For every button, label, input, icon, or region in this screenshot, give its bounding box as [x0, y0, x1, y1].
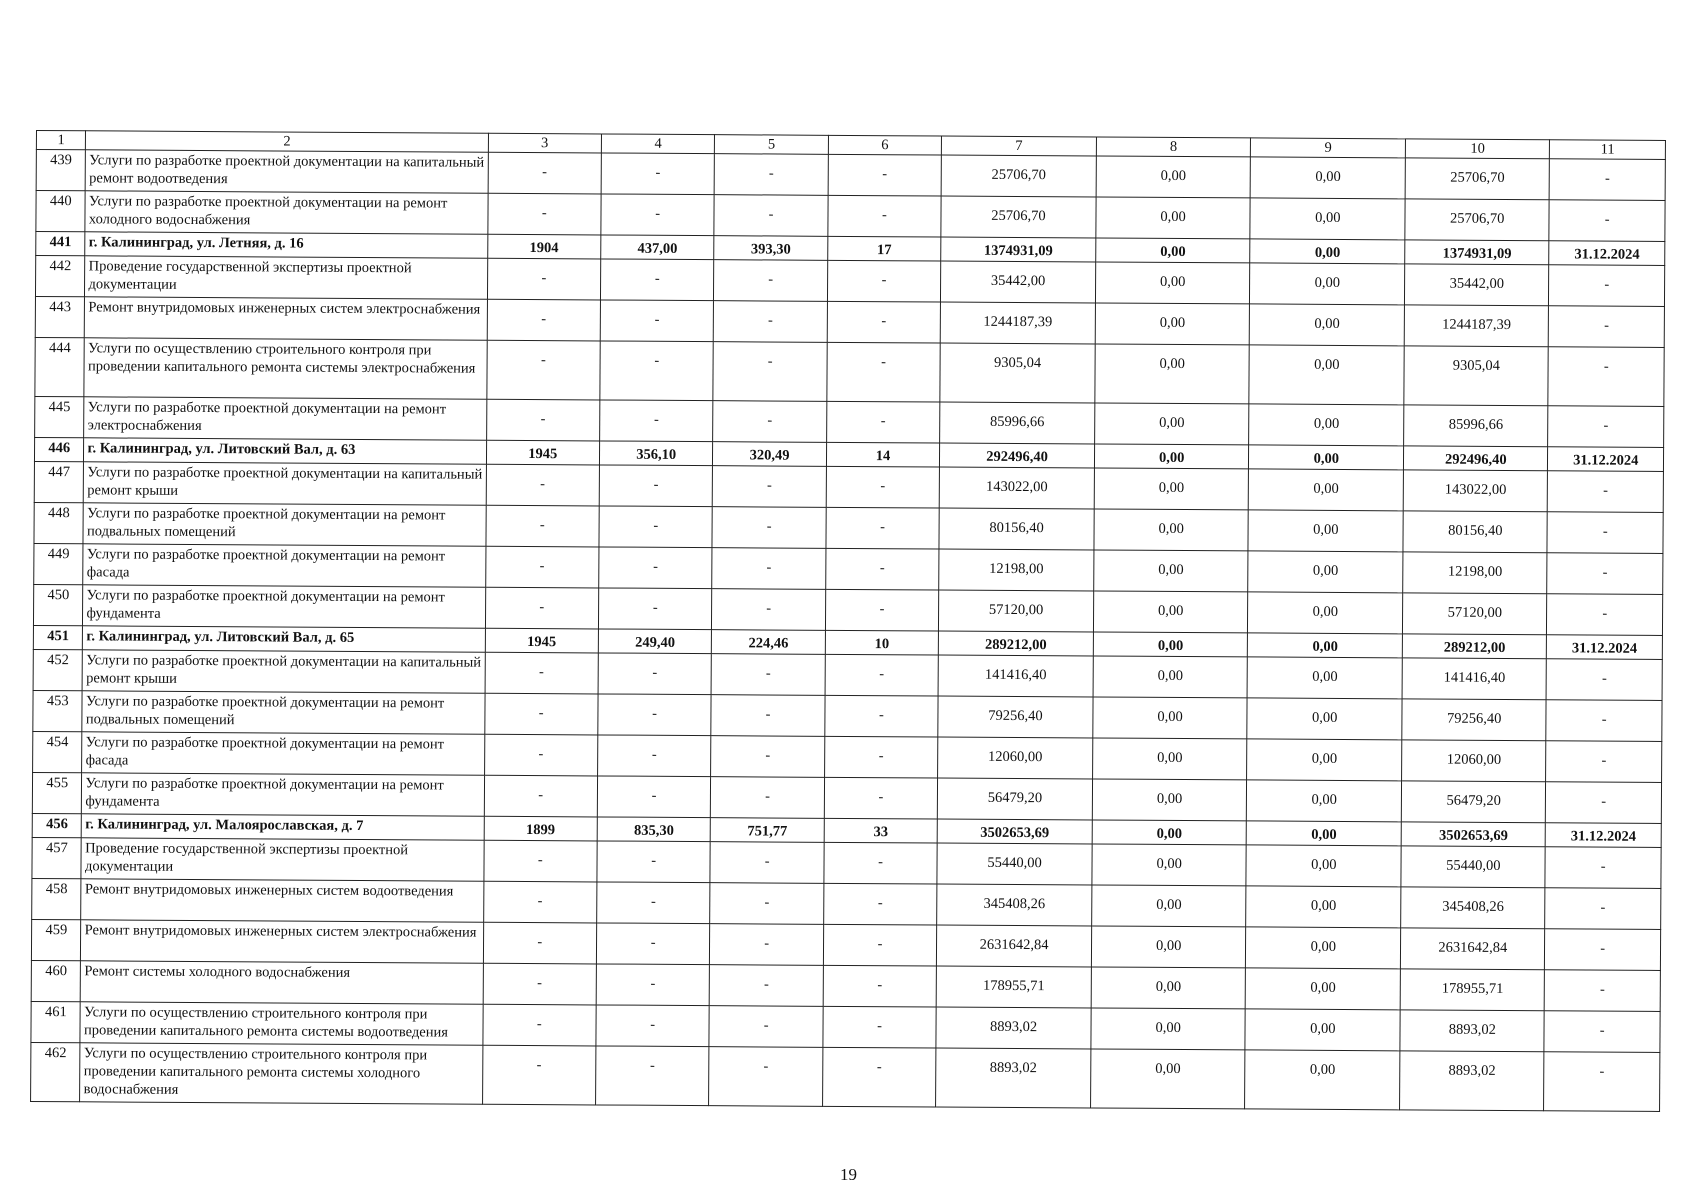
value-cell-c5: -: [714, 195, 828, 237]
value-cell-c11: -: [1547, 553, 1663, 595]
value-cell-c7: 345408,26: [937, 884, 1092, 926]
value-cell-c7: 25706,70: [941, 196, 1096, 238]
value-cell-c8: 0,00: [1091, 926, 1246, 968]
col-header: 3: [488, 133, 602, 153]
work-name-cell: Ремонт внутридомовых инженерных систем электроснабжения: [85, 297, 487, 340]
value-cell-c8: 0,00: [1095, 262, 1250, 304]
value-cell-c9: 0,00: [1248, 633, 1403, 658]
value-cell-c9: 0,00: [1251, 157, 1406, 199]
work-name-cell: Проведение государственной экспертизы проектной документации: [81, 838, 483, 881]
table-row: [35, 337, 1664, 406]
col-header: 11: [1550, 140, 1666, 160]
col-header: 4: [601, 134, 715, 154]
value-cell-c5: -: [713, 401, 827, 443]
value-cell-c3: -: [485, 587, 599, 629]
value-cell-c4: -: [599, 506, 713, 548]
value-cell-c10: 25706,70: [1405, 199, 1550, 241]
works-table: [30, 130, 1666, 1112]
col-header: 7: [942, 136, 1097, 156]
work-name-cell: Услуги по разработке проектной документации на капитальный ремонт крыши: [84, 462, 486, 505]
value-cell-c9: 0,00: [1247, 821, 1402, 846]
value-cell-c8: 0,00: [1093, 656, 1248, 698]
value-cell-c8: 0,00: [1093, 697, 1248, 739]
value-cell-c6: 10: [825, 630, 939, 655]
value-cell-c6: -: [823, 924, 937, 966]
value-cell-c10: 25706,70: [1405, 158, 1550, 200]
value-cell-c3: -: [488, 152, 602, 194]
value-cell-c9: 0,00: [1246, 968, 1401, 1010]
value-cell-c8: 0,00: [1092, 738, 1247, 780]
value-cell-c11: -: [1545, 888, 1661, 930]
value-cell-c5: -: [712, 507, 826, 549]
value-cell-c3: -: [483, 840, 597, 882]
value-cell-c4: -: [598, 653, 712, 695]
value-cell-c7: 85996,66: [940, 402, 1095, 444]
value-cell-c6: -: [822, 1047, 936, 1107]
value-cell-c5: -: [711, 654, 825, 696]
row-number: 453: [33, 690, 83, 731]
row-number: 450: [33, 584, 83, 625]
value-cell-c3: -: [487, 299, 601, 341]
value-cell-c6: -: [824, 736, 938, 778]
col-header: 9: [1251, 138, 1406, 158]
value-cell-c6: 17: [828, 236, 942, 261]
row-number: 448: [34, 502, 84, 543]
work-name-cell: Ремонт внутридомовых инженерных систем электроснабжения: [81, 920, 483, 963]
value-cell-c4: -: [596, 1005, 710, 1047]
work-name-cell: Ремонт системы холодного водоснабжения: [81, 961, 483, 1004]
value-cell-c6: -: [826, 507, 940, 549]
value-cell-c6: -: [826, 401, 940, 443]
value-cell-c3: -: [484, 734, 598, 776]
value-cell-c11: -: [1548, 471, 1664, 513]
row-number: 445: [35, 396, 85, 437]
value-cell-c8: 0,00: [1091, 967, 1246, 1009]
value-cell-c5: -: [710, 842, 824, 884]
value-cell-c10: 56479,20: [1401, 781, 1546, 823]
value-cell-c5: 393,30: [714, 236, 828, 261]
value-cell-c7: 56479,20: [938, 778, 1093, 820]
value-cell-c7: 9305,04: [940, 343, 1095, 403]
value-cell-c3: 1945: [486, 440, 600, 465]
work-name-cell: Услуги по осуществлению строительного контроля при проведении капитального ремонта системы электроснабжения: [84, 338, 486, 399]
value-cell-c9: 0,00: [1246, 886, 1401, 928]
row-number: 440: [36, 191, 86, 232]
value-cell-c10: 12198,00: [1403, 552, 1548, 594]
value-cell-c3: -: [483, 922, 597, 964]
value-cell-c9: 0,00: [1245, 1050, 1400, 1110]
value-cell-c5: 751,77: [711, 818, 825, 843]
value-cell-c9: 0,00: [1250, 198, 1405, 240]
value-cell-c4: -: [598, 735, 712, 777]
value-cell-c6: 14: [826, 442, 940, 467]
value-cell-c6: -: [823, 883, 937, 925]
value-cell-c7: 3502653,69: [937, 819, 1092, 844]
value-cell-c9: 0,00: [1247, 739, 1402, 781]
value-cell-c8: 0,00: [1094, 550, 1249, 592]
value-cell-c6: -: [825, 695, 939, 737]
value-cell-c5: -: [709, 1006, 823, 1048]
value-cell-c3: -: [484, 693, 598, 735]
value-cell-c4: -: [601, 194, 715, 236]
value-cell-c6: -: [824, 777, 938, 819]
work-name-cell: Услуги по разработке проектной документации на ремонт подвальных помещений: [82, 691, 484, 734]
value-cell-c3: -: [482, 1004, 596, 1046]
value-cell-c11: 31.12.2024: [1546, 823, 1662, 848]
value-cell-c3: -: [484, 775, 598, 817]
work-name-cell: Услуги по разработке проектной документации на ремонт электроснабжения: [84, 397, 486, 440]
page-number: 19: [840, 1165, 857, 1184]
value-cell-c6: -: [827, 260, 941, 302]
value-cell-c7: 1374931,09: [941, 237, 1096, 262]
work-name-cell: Ремонт внутридомовых инженерных систем водоотведения: [81, 879, 483, 922]
value-cell-c3: -: [482, 1045, 596, 1105]
address-cell: г. Калининград, ул. Малоярославская, д. 7: [82, 814, 484, 840]
value-cell-c10: 9305,04: [1404, 346, 1549, 406]
value-cell-c5: -: [715, 154, 829, 196]
row-number: 457: [32, 837, 82, 878]
value-cell-c7: 12198,00: [939, 549, 1094, 591]
value-cell-c11: -: [1546, 741, 1662, 783]
value-cell-c5: -: [712, 589, 826, 631]
value-cell-c11: -: [1549, 265, 1665, 307]
value-cell-c4: -: [596, 923, 710, 965]
value-cell-c4: -: [600, 300, 714, 342]
value-cell-c4: -: [600, 259, 714, 301]
value-cell-c10: 141416,40: [1402, 658, 1547, 700]
value-cell-c10: 1244187,39: [1404, 305, 1549, 347]
value-cell-c10: 8893,02: [1400, 1051, 1545, 1111]
value-cell-c3: -: [483, 963, 597, 1005]
value-cell-c8: 0,00: [1090, 1049, 1245, 1109]
value-cell-c4: -: [597, 841, 711, 883]
value-cell-c9: 0,00: [1248, 510, 1403, 552]
col-header: 2: [86, 131, 488, 152]
value-cell-c10: 3502653,69: [1401, 822, 1545, 847]
value-cell-c10: 85996,66: [1404, 405, 1549, 447]
value-cell-c5: -: [713, 342, 827, 402]
value-cell-c11: -: [1548, 347, 1664, 407]
value-cell-c11: 31.12.2024: [1549, 241, 1665, 266]
value-cell-c5: -: [714, 301, 828, 343]
value-cell-c5: 320,49: [713, 442, 827, 467]
address-cell: г. Калининград, ул. Летняя, д. 16: [85, 232, 487, 258]
row-number: 441: [36, 232, 86, 256]
value-cell-c7: 12060,00: [938, 737, 1093, 779]
value-cell-c9: 0,00: [1248, 592, 1403, 634]
col-header: 8: [1096, 137, 1251, 157]
row-number: 449: [34, 543, 84, 584]
value-cell-c8: 0,00: [1096, 156, 1251, 198]
value-cell-c10: 55440,00: [1401, 846, 1546, 888]
value-cell-c7: 292496,40: [940, 443, 1095, 468]
value-cell-c11: -: [1549, 200, 1665, 242]
value-cell-c11: -: [1544, 1052, 1660, 1112]
work-name-cell: Услуги по разработке проектной документации на капитальный ремонт водоотведения: [86, 150, 488, 193]
value-cell-c7: 8893,02: [936, 1048, 1091, 1108]
value-cell-c3: -: [483, 881, 597, 923]
value-cell-c11: -: [1550, 159, 1666, 201]
value-cell-c9: 0,00: [1249, 345, 1404, 405]
value-cell-c8: 0,00: [1094, 403, 1249, 445]
value-cell-c4: -: [598, 588, 712, 630]
value-cell-c10: 35442,00: [1405, 264, 1550, 306]
address-cell: г. Калининград, ул. Литовский Вал, д. 63: [84, 438, 486, 464]
row-number: 439: [36, 150, 86, 191]
value-cell-c7: 141416,40: [938, 655, 1093, 697]
value-cell-c11: -: [1545, 929, 1661, 971]
value-cell-c3: -: [487, 258, 601, 300]
value-cell-c6: -: [828, 195, 942, 237]
row-number: 455: [32, 772, 82, 813]
value-cell-c9: 0,00: [1250, 304, 1405, 346]
value-cell-c5: -: [710, 924, 824, 966]
value-cell-c4: -: [596, 964, 710, 1006]
value-cell-c3: -: [486, 399, 600, 441]
col-header: 5: [715, 135, 829, 155]
value-cell-c11: -: [1547, 594, 1663, 636]
value-cell-c4: -: [600, 400, 714, 442]
value-cell-c11: -: [1547, 659, 1663, 701]
work-name-cell: Услуги по осуществлению строительного контроля при проведении капитального ремонта системы водоотведения: [80, 1002, 482, 1045]
value-cell-c4: -: [598, 694, 712, 736]
value-cell-c10: 143022,00: [1403, 470, 1548, 512]
value-cell-c6: -: [825, 589, 939, 631]
value-cell-c11: -: [1546, 700, 1662, 742]
value-cell-c10: 292496,40: [1404, 446, 1548, 471]
value-cell-c3: -: [486, 505, 600, 547]
value-cell-c8: 0,00: [1096, 238, 1251, 263]
value-cell-c11: -: [1545, 970, 1661, 1012]
work-name-cell: Услуги по разработке проектной документации на ремонт фасада: [83, 544, 485, 587]
value-cell-c6: -: [826, 466, 940, 508]
value-cell-c4: 249,40: [598, 629, 712, 654]
value-cell-c7: 35442,00: [941, 261, 1096, 303]
address-cell: г. Калининград, ул. Литовский Вал, д. 65: [83, 626, 485, 652]
value-cell-c4: -: [600, 341, 714, 401]
value-cell-c5: -: [713, 466, 827, 508]
row-number: 451: [33, 625, 83, 649]
row-number: 446: [34, 437, 84, 461]
row-number: 444: [35, 337, 85, 396]
value-cell-c9: 0,00: [1250, 263, 1405, 305]
col-header: 1: [36, 131, 86, 150]
value-cell-c5: -: [709, 1047, 823, 1107]
value-cell-c7: 178955,71: [936, 966, 1091, 1008]
value-cell-c8: 0,00: [1091, 1008, 1246, 1050]
value-cell-c9: 0,00: [1247, 698, 1402, 740]
value-cell-c7: 8893,02: [936, 1007, 1091, 1049]
value-cell-c7: 2631642,84: [937, 925, 1092, 967]
col-header: 10: [1405, 139, 1549, 159]
value-cell-c8: 0,00: [1095, 344, 1250, 404]
value-cell-c6: -: [826, 548, 940, 590]
work-name-cell: Услуги по разработке проектной документации на ремонт фундамента: [82, 773, 484, 816]
value-cell-c6: -: [823, 1006, 937, 1048]
value-cell-c10: 289212,00: [1402, 634, 1546, 659]
value-cell-c9: 0,00: [1249, 404, 1404, 446]
value-cell-c7: 55440,00: [937, 843, 1092, 885]
value-cell-c10: 12060,00: [1402, 740, 1547, 782]
value-cell-c10: 57120,00: [1403, 593, 1548, 635]
value-cell-c3: 1945: [485, 628, 599, 653]
work-name-cell: Услуги по разработке проектной документации на ремонт холодного водоснабжения: [85, 191, 487, 234]
value-cell-c8: 0,00: [1093, 591, 1248, 633]
value-cell-c10: 345408,26: [1401, 887, 1546, 929]
value-cell-c5: -: [710, 883, 824, 925]
value-cell-c7: 79256,40: [938, 696, 1093, 738]
value-cell-c8: 0,00: [1094, 468, 1249, 510]
value-cell-c11: -: [1545, 847, 1661, 889]
row-number: 459: [31, 919, 81, 960]
value-cell-c9: 0,00: [1248, 657, 1403, 699]
value-cell-c6: -: [827, 301, 941, 343]
value-cell-c7: 289212,00: [939, 631, 1094, 656]
value-cell-c11: 31.12.2024: [1548, 447, 1664, 472]
value-cell-c11: -: [1548, 406, 1664, 448]
table-row: [31, 1042, 1660, 1111]
value-cell-c9: 0,00: [1249, 469, 1404, 511]
work-name-cell: Услуги по разработке проектной документации на капитальный ремонт крыши: [83, 650, 485, 693]
value-cell-c9: 0,00: [1246, 927, 1401, 969]
value-cell-c4: -: [597, 776, 711, 818]
value-cell-c8: 0,00: [1094, 444, 1249, 469]
value-cell-c10: 2631642,84: [1401, 928, 1546, 970]
value-cell-c8: 0,00: [1096, 197, 1251, 239]
row-number: 462: [31, 1042, 81, 1101]
value-cell-c11: -: [1544, 1011, 1660, 1053]
value-cell-c6: -: [823, 965, 937, 1007]
row-number: 443: [35, 296, 85, 337]
work-name-cell: Проведение государственной экспертизы проектной документации: [85, 256, 487, 299]
value-cell-c3: -: [486, 464, 600, 506]
work-name-cell: Услуги по разработке проектной документации на ремонт подвальных помещений: [83, 503, 485, 546]
value-cell-c5: -: [711, 736, 825, 778]
row-number: 456: [32, 813, 82, 837]
value-cell-c8: 0,00: [1095, 303, 1250, 345]
value-cell-c3: 1904: [487, 234, 601, 259]
value-cell-c4: -: [601, 153, 715, 195]
value-cell-c10: 1374931,09: [1405, 240, 1549, 265]
value-cell-c8: 0,00: [1092, 885, 1247, 927]
row-number: 454: [33, 731, 83, 772]
value-cell-c3: -: [487, 193, 601, 235]
value-cell-c5: -: [711, 695, 825, 737]
value-cell-c11: 31.12.2024: [1547, 635, 1663, 660]
value-cell-c7: 80156,40: [939, 508, 1094, 550]
work-name-cell: Услуги по разработке проектной документации на ремонт фасада: [82, 732, 484, 775]
value-cell-c9: 0,00: [1249, 445, 1404, 470]
row-number: 458: [32, 878, 82, 919]
row-number: 461: [31, 1001, 81, 1042]
value-cell-c3: -: [485, 652, 599, 694]
value-cell-c9: 0,00: [1246, 845, 1401, 887]
value-cell-c7: 143022,00: [939, 467, 1094, 509]
value-cell-c8: 0,00: [1092, 844, 1247, 886]
value-cell-c6: -: [825, 654, 939, 696]
value-cell-c5: -: [711, 777, 825, 819]
value-cell-c9: 0,00: [1247, 780, 1402, 822]
col-header: 6: [828, 135, 942, 155]
value-cell-c4: -: [596, 1046, 710, 1106]
value-cell-c5: -: [712, 548, 826, 590]
value-cell-c9: 0,00: [1245, 1009, 1400, 1051]
value-cell-c8: 0,00: [1092, 820, 1247, 845]
value-cell-c3: -: [485, 546, 599, 588]
row-number: 460: [31, 960, 81, 1001]
value-cell-c6: -: [824, 842, 938, 884]
row-number: 452: [33, 649, 83, 690]
value-cell-c3: -: [486, 340, 600, 400]
value-cell-c9: 0,00: [1248, 551, 1403, 593]
value-cell-c7: 1244187,39: [940, 302, 1095, 344]
value-cell-c10: 8893,02: [1400, 1010, 1545, 1052]
work-name-cell: Услуги по осуществлению строительного контроля при проведении капитального ремонта системы холодного водоснабжения: [80, 1043, 482, 1104]
value-cell-c5: -: [710, 965, 824, 1007]
value-cell-c4: 437,00: [601, 235, 715, 260]
value-cell-c4: -: [597, 882, 711, 924]
value-cell-c4: 835,30: [597, 817, 711, 842]
value-cell-c7: 25706,70: [941, 155, 1096, 197]
row-number: 442: [35, 256, 85, 297]
value-cell-c4: 356,10: [599, 441, 713, 466]
value-cell-c4: -: [599, 547, 713, 589]
value-cell-c11: -: [1549, 306, 1665, 348]
value-cell-c9: 0,00: [1250, 239, 1405, 264]
value-cell-c6: -: [828, 154, 942, 196]
value-cell-c6: -: [827, 342, 941, 402]
value-cell-c8: 0,00: [1092, 779, 1247, 821]
value-cell-c4: -: [599, 465, 713, 507]
work-name-cell: Услуги по разработке проектной документации на ремонт фундамента: [83, 585, 485, 628]
value-cell-c5: -: [714, 260, 828, 302]
value-cell-c10: 178955,71: [1400, 969, 1545, 1011]
value-cell-c10: 79256,40: [1402, 699, 1547, 741]
value-cell-c7: 57120,00: [939, 590, 1094, 632]
value-cell-c11: -: [1546, 782, 1662, 824]
value-cell-c8: 0,00: [1093, 632, 1248, 657]
value-cell-c6: 33: [824, 818, 938, 843]
value-cell-c5: 224,46: [712, 630, 826, 655]
value-cell-c10: 80156,40: [1403, 511, 1548, 553]
row-number: 447: [34, 461, 84, 502]
value-cell-c3: 1899: [484, 816, 598, 841]
value-cell-c11: -: [1547, 512, 1663, 554]
value-cell-c8: 0,00: [1094, 509, 1249, 551]
